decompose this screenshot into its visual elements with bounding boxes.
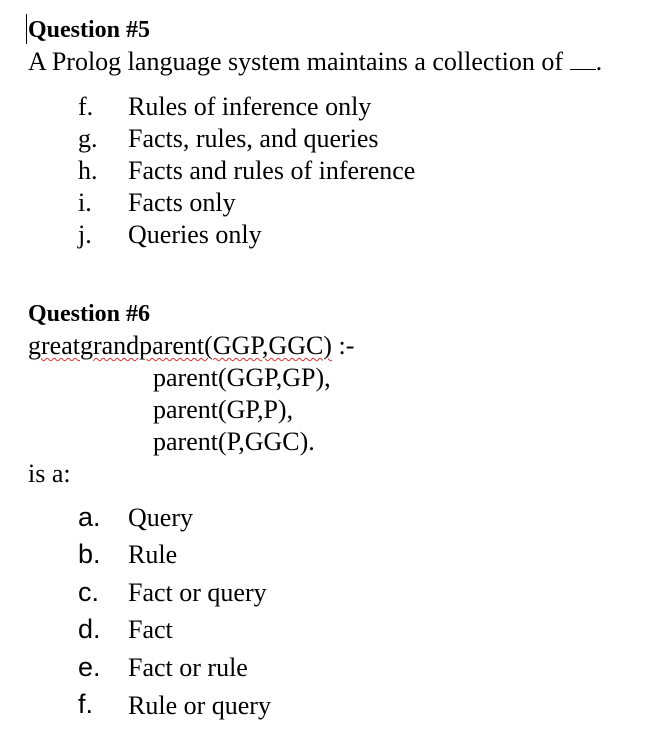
option-text: Facts only bbox=[128, 188, 236, 217]
option-letter: d. bbox=[78, 614, 101, 644]
option-letter: g. bbox=[78, 124, 98, 153]
option-text: Fact bbox=[128, 615, 173, 644]
question-5-prompt-text: A Prolog language system maintains a collection of bbox=[28, 47, 564, 76]
option-text: Facts, rules, and queries bbox=[128, 124, 379, 153]
clause-head: greatgrandparent(GGP,GGC) bbox=[28, 331, 332, 360]
clause-head-line bbox=[28, 330, 354, 362]
option-text: Queries only bbox=[128, 220, 262, 249]
option-text: Rules of inference only bbox=[128, 92, 372, 121]
option-text: Fact or query bbox=[128, 578, 267, 607]
option-letter: i. bbox=[78, 188, 92, 217]
option-letter: f. bbox=[78, 689, 94, 719]
clause-body-line: parent(GP,P), bbox=[153, 395, 294, 424]
text-cursor bbox=[26, 14, 27, 44]
question-5-prompt-end: . bbox=[595, 47, 603, 76]
question-5-prompt bbox=[28, 47, 602, 77]
option-text: Facts and rules of inference bbox=[128, 156, 416, 185]
option-letter: a. bbox=[78, 502, 101, 532]
clause-body-line: parent(P,GGC). bbox=[153, 427, 315, 456]
option-text: Rule bbox=[128, 540, 178, 569]
option-text: Rule or query bbox=[128, 691, 271, 720]
option-letter: b. bbox=[78, 539, 101, 569]
option-letter: f. bbox=[78, 92, 94, 121]
is-a-label: is a: bbox=[28, 459, 71, 488]
clause-body-line: parent(GGP,GP), bbox=[153, 363, 331, 392]
question-5-heading: Question #5 bbox=[28, 17, 151, 43]
option-text: Fact or rule bbox=[128, 653, 248, 682]
answer-blank bbox=[570, 47, 596, 70]
question-6-heading: Question #6 bbox=[28, 301, 151, 327]
option-letter: j. bbox=[78, 220, 92, 249]
option-letter: e. bbox=[78, 652, 101, 682]
clause-neck: :- bbox=[331, 331, 355, 360]
option-letter: c. bbox=[78, 577, 100, 607]
option-letter: h. bbox=[78, 156, 98, 185]
option-text: Query bbox=[128, 503, 193, 532]
